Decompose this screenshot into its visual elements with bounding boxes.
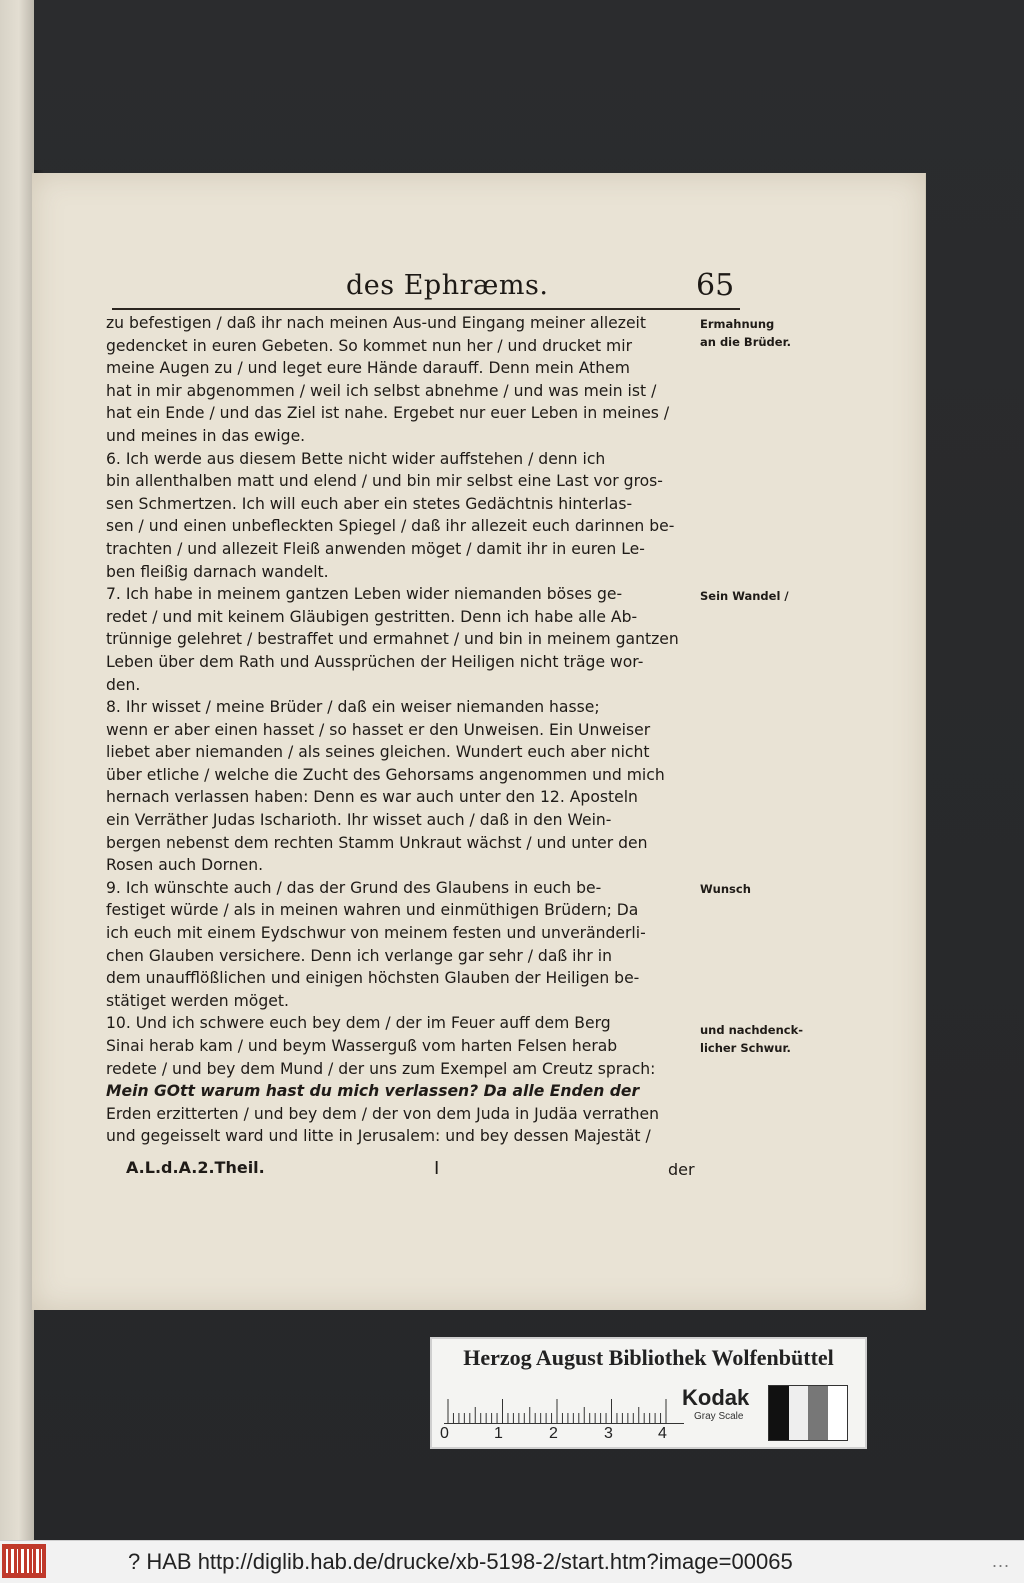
text-line: trachten / und allezeit Fleiß anwenden möget / damit ihr in euren Le- bbox=[106, 539, 645, 558]
previous-page-edge bbox=[0, 0, 34, 1540]
ruler-number: 4 bbox=[658, 1425, 667, 1442]
page-footer bbox=[116, 1158, 736, 1184]
text-line: 6. Ich werde aus diesem Bette nicht wider auffstehen / denn ich bbox=[106, 449, 606, 468]
text-line: chen Glauben versichere. Denn ich verlange gar sehr / daß ihr in bbox=[106, 946, 612, 965]
text-line: hat ein Ende / und das Ziel ist nahe. Ergebet nur euer Leben in meines / bbox=[106, 404, 670, 423]
text-line: ben fleißig darnach wandelt. bbox=[106, 562, 329, 581]
text-line: hat in mir abgenommen / weil ich selbst abnehme / und was mein ist / bbox=[106, 381, 657, 400]
kodak-logo: Kodak bbox=[682, 1385, 750, 1410]
barcode-icon bbox=[2, 1544, 46, 1578]
text-line: zu befestigen / daß ihr nach meinen Aus-und Eingang meiner allezeit bbox=[106, 314, 647, 332]
text-line: gedencket in euren Gebeten. So kommet nun her / und drucket mir bbox=[106, 336, 632, 355]
text-line: und meines in das ewige. bbox=[106, 426, 306, 445]
ruler-scale bbox=[444, 1389, 684, 1424]
swatch-black bbox=[769, 1386, 789, 1440]
page-number: 65 bbox=[696, 268, 735, 303]
signature-mark: I bbox=[434, 1158, 440, 1179]
text-line: bergen nebenst dem rechten Stamm Unkraut wächst / und unter den bbox=[106, 833, 648, 852]
text-line: ich euch mit einem Eydschwur von meinem festen und unveränderli- bbox=[106, 924, 646, 943]
text-line: Leben über dem Rath und Aussprüchen der Heiligen nicht träge wor- bbox=[106, 652, 644, 671]
margin-note-oath bbox=[700, 1021, 820, 1057]
status-bar bbox=[0, 1540, 1024, 1583]
text-line: über etliche / welche die Zucht des Gehorsams angenommen und mich bbox=[106, 765, 665, 784]
library-scale-card bbox=[430, 1337, 867, 1449]
swatch-light bbox=[789, 1386, 809, 1440]
text-line: ein Verräther Judas Ischarioth. Ihr wisset auch / daß in den Wein- bbox=[106, 811, 612, 830]
gray-scale-swatches bbox=[768, 1385, 848, 1441]
swatch-white bbox=[828, 1386, 848, 1440]
text-line: 10. Und ich schwere euch bey dem / der im Feuer auff dem Berg bbox=[106, 1014, 611, 1033]
body-text bbox=[106, 312, 741, 1148]
text-line: 9. Ich wünschte auch / das der Grund des Glaubens in euch be- bbox=[106, 878, 602, 897]
text-line: Erden erzitterten / und bey dem / der von dem Juda in Judäa verrathen bbox=[106, 1104, 660, 1123]
margin-note-line: Ermahnung bbox=[700, 317, 775, 331]
running-head bbox=[116, 268, 736, 308]
ruler-number: 2 bbox=[549, 1425, 558, 1442]
text-line: liebet aber niemanden / als seines gleichen. Wundert euch aber nicht bbox=[106, 743, 650, 762]
text-line: meine Augen zu / und leget eure Hände darauff. Denn mein Athem bbox=[106, 359, 630, 378]
text-line: redete / und bey dem Mund / der uns zum Exempel am Creutz sprach: bbox=[106, 1059, 656, 1078]
margin-note-line: und nachdenck- bbox=[700, 1023, 804, 1037]
ruler-numbers bbox=[432, 1425, 692, 1445]
ruler-number: 3 bbox=[604, 1425, 613, 1442]
catchword: der bbox=[668, 1160, 695, 1179]
ruler-number: 1 bbox=[494, 1425, 503, 1442]
ruler-number: 0 bbox=[440, 1425, 449, 1442]
text-line: Rosen auch Dornen. bbox=[106, 856, 264, 875]
text-line: Sinai herab kam / und beym Wasserguß vom harten Felsen herab bbox=[106, 1037, 618, 1055]
gray-scale-label: Gray Scale bbox=[694, 1411, 744, 1422]
text-line: sen Schmertzen. Ich will euch aber ein stetes Gedächtnis hinterlas- bbox=[106, 494, 633, 513]
url-text[interactable]: ? HAB http://diglib.hab.de/drucke/xb-5198-2/start.htm?image=00065 bbox=[128, 1549, 793, 1574]
book-page bbox=[32, 173, 926, 1310]
text-line: dem unaufflößlichen und einigen höchsten Glauben der Heiligen be- bbox=[106, 969, 640, 988]
margin-note-conduct: Sein Wandel / bbox=[700, 589, 789, 603]
text-line: sen / und einen unbefleckten Spiegel / daß ihr allezeit euch darinnen be- bbox=[106, 517, 675, 536]
text-line: festiget würde / als in meinen wahren und einmüthigen Brüdern; Da bbox=[106, 901, 639, 920]
text-line: wenn er aber einen hasset / so hasset er den Unweisen. Ein Unweiser bbox=[106, 720, 651, 739]
signature-line: A.L.d.A.2.Theil. bbox=[126, 1158, 265, 1177]
text-line: trünnige gelehret / bestraffet und ermahnet / und bin in meinem gantzen bbox=[106, 630, 679, 649]
text-line: den. bbox=[106, 675, 141, 694]
card-title: Herzog August Bibliothek Wolfenbüttel bbox=[463, 1345, 834, 1370]
running-title: des Ephræms. bbox=[346, 270, 549, 301]
text-line: bin allenthalben matt und elend / und bin mir selbst eine Last vor gros- bbox=[106, 472, 663, 491]
text-line: 8. Ihr wisset / meine Brüder / daß ein weiser niemanden hasse; bbox=[106, 698, 600, 717]
swatch-mid bbox=[808, 1386, 828, 1440]
text-line: stätiget werden möget. bbox=[106, 991, 289, 1010]
ruler-ticks bbox=[444, 1389, 684, 1423]
margin-note-line: licher Schwur. bbox=[700, 1041, 791, 1055]
more-icon[interactable]: ... bbox=[991, 1551, 1010, 1571]
text-line: redet / und mit keinem Gläubigen gestritten. Denn ich habe alle Ab- bbox=[106, 607, 638, 626]
margin-note-wish: Wunsch bbox=[700, 882, 751, 896]
text-line: und gegeisselt ward und litte in Jerusalem: und bey dessen Majestät / bbox=[106, 1127, 651, 1146]
header-rule bbox=[112, 308, 740, 310]
margin-note-line: an die Brüder. bbox=[700, 335, 791, 349]
text-line: hernach verlassen haben: Denn es war auch unter den 12. Aposteln bbox=[106, 788, 638, 807]
text-line: 7. Ich habe in meinem gantzen Leben wider niemanden böses ge- bbox=[106, 585, 623, 604]
margin-note-exhortation bbox=[700, 315, 820, 351]
text-line: Mein GOtt warum hast du mich verlassen? Da alle Enden der bbox=[106, 1082, 640, 1101]
